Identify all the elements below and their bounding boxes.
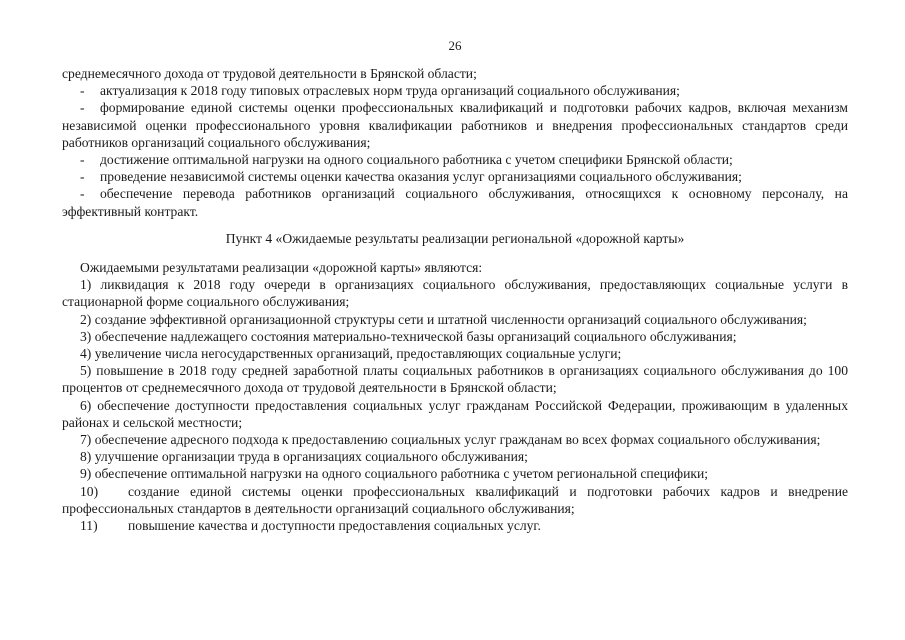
- list-marker: -: [80, 152, 85, 168]
- list-item-text: достижение оптимальной нагрузки на одного социального работника с учетом специфики Брянской области;: [100, 152, 733, 168]
- intro-paragraph: Ожидаемыми результатами реализации «дорожной карты» являются:: [80, 260, 483, 276]
- list-item-text: создание единой системы оценки профессиональных квалификаций и подготовки рабочих кадров и внедрение профессиональных стандартов в деятельности организаций социального обслуживания;: [62, 483, 848, 516]
- list-marker: 9): [80, 466, 92, 482]
- list-marker: 10): [80, 483, 99, 499]
- list-marker: 4): [80, 346, 92, 362]
- list-item-text: улучшение организации труда в организациях социального обслуживания;: [94, 449, 528, 465]
- list-marker: -: [80, 100, 85, 116]
- results-list: [62, 276, 848, 534]
- list-item: [62, 185, 848, 219]
- list-item: [62, 345, 848, 362]
- list-marker: 2): [80, 311, 92, 327]
- list-item: [62, 99, 848, 151]
- list-item-text: создание эффективной организационной структуры сети и штатной численности организаций социального обслуживания;: [94, 311, 807, 327]
- list-item: [62, 483, 848, 517]
- list-item-text: обеспечение перевода работников организаций социального обслуживания, относящихся к основному персоналу, на эффективный контракт.: [62, 186, 848, 219]
- list-item-text: ликвидация к 2018 году очереди в организациях социального обслуживания, предоставляющих социальные услуги в стационарной форме социального обслуживания;: [62, 277, 848, 310]
- list-marker: 5): [80, 363, 92, 379]
- page-number: 26: [448, 38, 462, 53]
- list-item: [62, 465, 848, 482]
- list-marker: 11): [80, 518, 98, 534]
- list-item: [62, 517, 848, 534]
- list-item: [62, 151, 848, 168]
- list-marker: 3): [80, 328, 92, 344]
- list-item-text: повышение качества и доступности предоставления социальных услуг.: [128, 518, 541, 534]
- list-marker: 7): [80, 432, 92, 448]
- list-item: [62, 362, 848, 396]
- list-item-text: увеличение числа негосударственных организаций, предоставляющих социальные услуги;: [94, 346, 622, 362]
- list-item-text: обеспечение доступности предоставления социальных услуг гражданам Российской Федерации, проживающим в удаленных районах и сельской местности;: [62, 397, 848, 430]
- list-marker: -: [80, 186, 85, 202]
- list-marker: -: [80, 83, 85, 99]
- list-item-text: повышение в 2018 году средней заработной платы социальных работников в организациях социального обслуживания до 100 процентов от среднемесячного дохода от трудовой деятельности в Брянской области;: [62, 363, 848, 396]
- document-page: [62, 38, 848, 534]
- bullet-list: [62, 82, 848, 220]
- list-marker: 8): [80, 449, 92, 465]
- list-item-text: проведение независимой системы оценки качества оказания услуг организациями социального обслуживания;: [100, 169, 742, 185]
- section-title: Пункт 4 «Ожидаемые результаты реализации региональной «дорожной карты»: [225, 230, 685, 246]
- list-item: [62, 448, 848, 465]
- list-item: [62, 168, 848, 185]
- list-item: [62, 311, 848, 328]
- list-marker: 1): [80, 277, 92, 293]
- list-item-text: обеспечение оптимальной нагрузки на одного социального работника с учетом региональной специфики;: [94, 466, 709, 482]
- continuation-paragraph: среднемесячного дохода от трудовой деятельности в Брянской области;: [62, 66, 477, 81]
- list-item: [62, 276, 848, 310]
- list-marker: 6): [80, 397, 92, 413]
- list-item-text: актуализация к 2018 году типовых отраслевых норм труда организаций социального обслуживания;: [100, 83, 680, 99]
- list-item: [62, 397, 848, 431]
- list-item: [62, 82, 848, 99]
- list-item-text: обеспечение надлежащего состояния материально-технической базы организаций социального обслуживания;: [94, 328, 737, 344]
- list-item-text: формирование единой системы оценки профессиональных квалификаций и подготовки рабочих кадров, включая механизм независимой оценки профессионального уровня квалификации работников и внедрения профессиональных стандартов среди работников организаций социального обслуживания;: [62, 100, 848, 150]
- list-item: [62, 328, 848, 345]
- list-item: [62, 431, 848, 448]
- list-marker: -: [80, 169, 85, 185]
- list-item-text: обеспечение адресного подхода к предоставлению социальных услуг гражданам во всех формах социального обслуживания;: [94, 432, 821, 448]
